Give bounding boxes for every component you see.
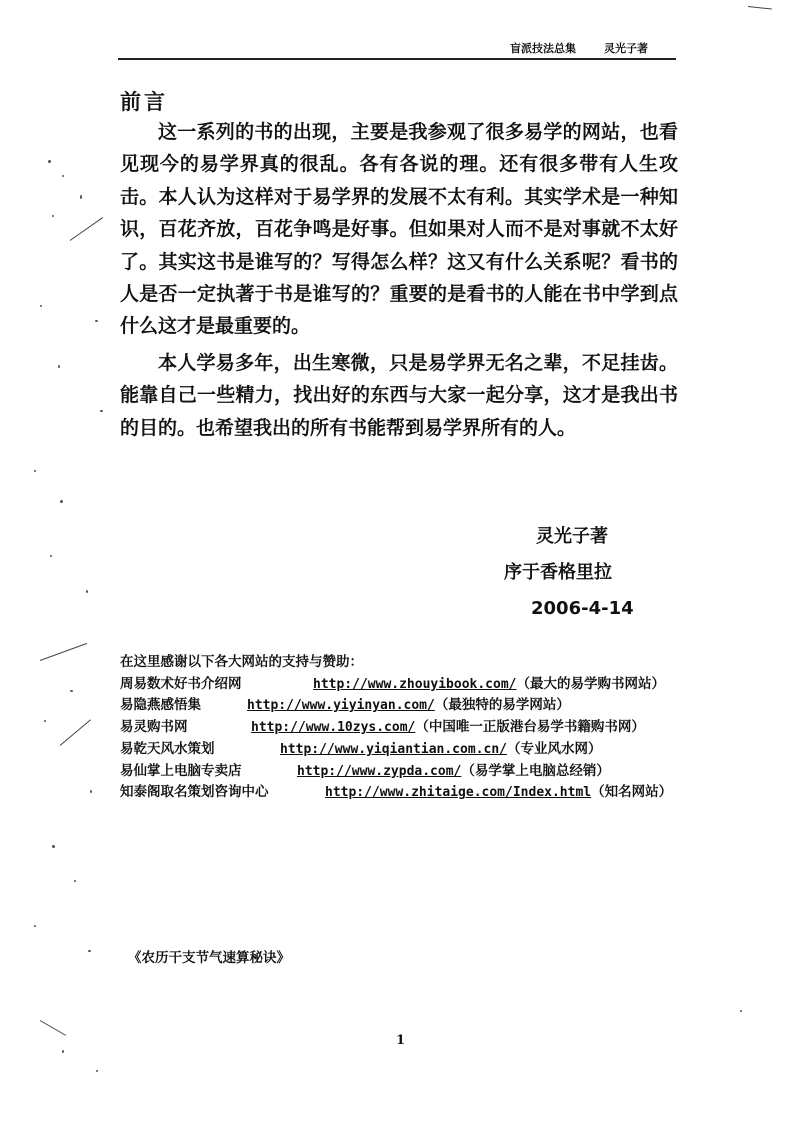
sponsor-link[interactable]: http://www.yiyinyan.com/: [247, 698, 435, 714]
signature-author: 灵光子著: [536, 526, 608, 547]
sponsor-link[interactable]: http://www.10zys.com/: [251, 720, 416, 736]
preface-title: 前言: [120, 89, 168, 114]
acknowledgements: [120, 652, 676, 804]
preface-body: [120, 116, 678, 444]
sponsor-entry: [120, 739, 676, 761]
sponsor-name: 易乾天风水策划: [120, 740, 215, 757]
book-title: 《农历干支节气速算秘诀》: [128, 950, 290, 966]
sponsor-link[interactable]: http://www.zhitaige.com/Index.html: [325, 785, 592, 801]
sponsor-link[interactable]: http://www.yiqiantian.com.cn/: [280, 741, 507, 757]
sponsor-note: （中国唯一正版港台易学书籍购书网）: [415, 719, 645, 736]
preface-paragraph-2: 本人学易多年，出生寒微，只是易学界无名之辈，不足挂齿。能靠自己一些精力，找出好的东西与大家一起分享，这才是我出书的目的。也希望我出的所有书能帮到易学界所有的人。: [120, 351, 678, 439]
sponsor-entry: [120, 674, 676, 696]
sponsor-link[interactable]: http://www.zhouyibook.com/: [313, 676, 517, 692]
sponsor-link[interactable]: http://www.zypda.com/: [297, 763, 462, 779]
header-series-title: 盲派技法总集: [510, 42, 576, 55]
header-author: 灵光子著: [604, 42, 648, 55]
sponsor-entry: [120, 695, 676, 717]
sponsor-note: （最大的易学购书网站）: [516, 675, 665, 692]
sponsor-note: （专业风水网）: [506, 740, 602, 757]
sponsor-entry: [120, 782, 676, 804]
sponsor-name: 易灵购书网: [120, 719, 188, 736]
sponsor-note: （易学掌上电脑总经销）: [461, 762, 610, 779]
sponsor-name: 易隐燕感悟集: [120, 697, 201, 714]
sponsor-entry: [120, 717, 676, 739]
page-number: 1: [396, 1033, 406, 1048]
signature-place: 序于香格里拉: [504, 562, 612, 583]
sponsor-name: 易仙掌上电脑专卖店: [120, 762, 242, 779]
signature-date: 2006-4-14: [531, 598, 634, 619]
running-header: [118, 38, 676, 60]
sponsor-note: （知名网站）: [591, 784, 673, 801]
sponsor-name: 知泰阁取名策划咨询中心: [120, 784, 269, 801]
preface-paragraph-1: 这一系列的书的出现，主要是我参观了很多易学的网站，也看见现今的易学界真的很乱。各有各说的理。还有很多带有人生攻击。本人认为这样对于易学界的发展不太有利。其实学术是一种知识，百花齐放，百花争鸣是好事。但如果对人而不是对事就不太好了。其实这书是谁写的？写得怎么样？这又有什么关系呢？看书的人是否一定执著于书是谁写的？重要的是看书的人能在书中学到点什么这才是最重要的。: [120, 121, 678, 338]
sponsor-name: 周易数术好书介绍网: [120, 675, 242, 692]
sponsor-entry: [120, 761, 676, 783]
sponsor-note: （最独特的易学网站）: [434, 697, 570, 714]
acknowledgements-intro: 在这里感谢以下各大网站的支持与赞助：: [120, 654, 363, 670]
